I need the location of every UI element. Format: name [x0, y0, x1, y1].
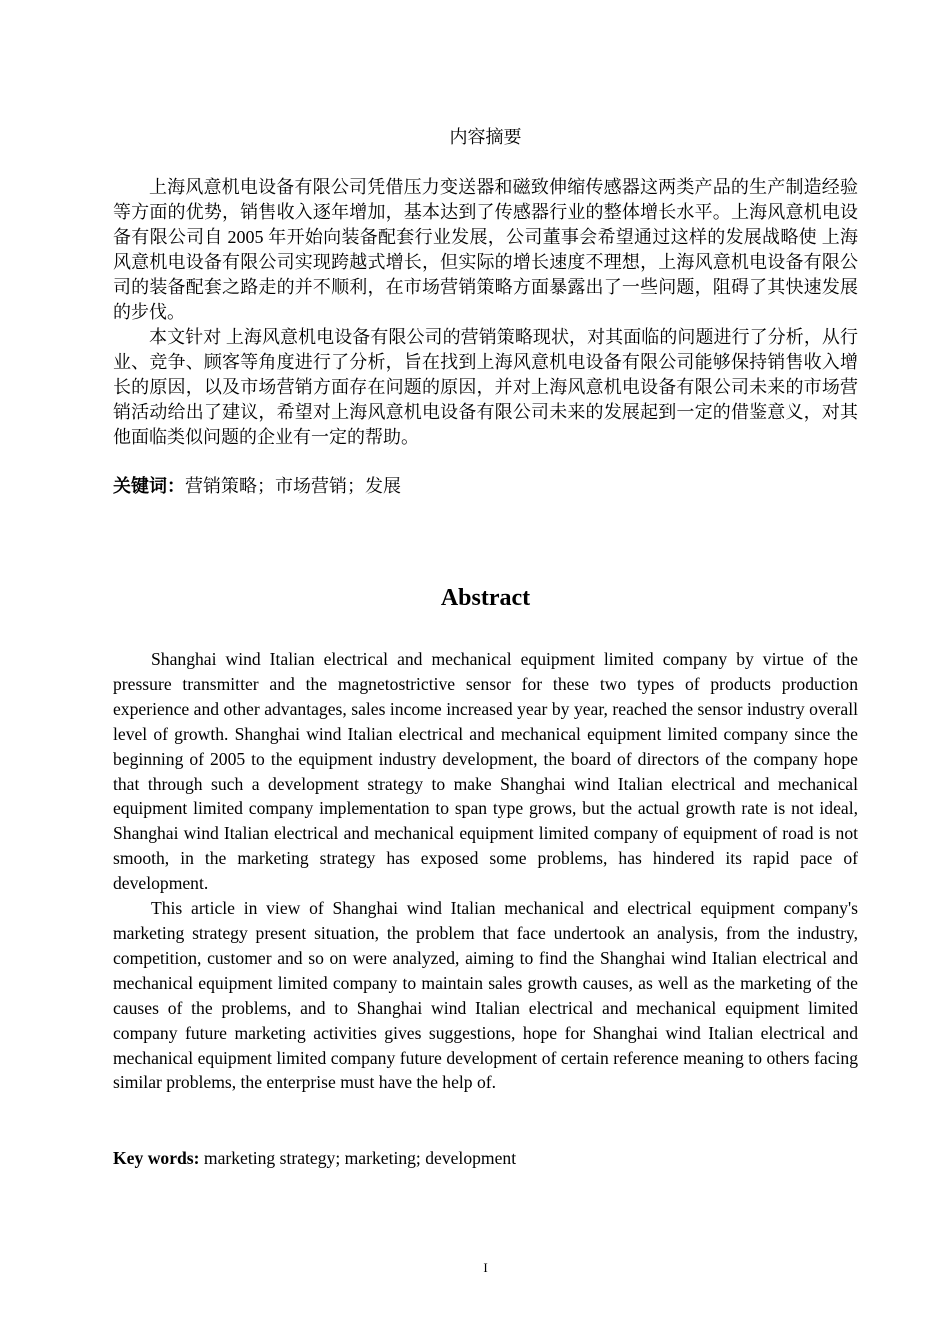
english-abstract-title: Abstract — [440, 585, 531, 611]
english-paragraph-1: Shanghai wind Italian electrical and mechanical equipment limited company by virtue of the pressure transmitter and the magnetostrictive sensor for these two types of products production experience and other advantages, sales income increased year by year, reached the sensor industry overall level of growth. Shanghai wind Italian electrical and mechanical equipment limited company since the beginning of 2005 to the equipment industry development, the board of directors of the company hope that through such a development strategy to make Shanghai wind Italian electrical and mechanical equipment limited company implementation to span type grows, but the actual growth rate is not ideal, Shanghai wind Italian electrical and mechanical equipment limited company of equipment of road is not smooth, in the marketing strategy has exposed some problems, has hindered its rapid pace of development. — [113, 649, 858, 894]
english-keywords — [113, 1146, 516, 1171]
chinese-paragraph-2: 本文针对 上海风意机电设备有限公司的营销策略现状，对其面临的问题进行了分析，从行业、竞争、顾客等角度进行了分析，旨在找到上海风意机电设备有限公司能够保持销售收入增长的原因，以及市场营销方面存在问题的原因，并对上海风意机电设备有限公司未来的市场营销活动给出了建议，希望对上海风意机电设备有限公司未来的发展起到一定的借鉴意义，对其他面临类似问题的企业有一定的帮助。 — [113, 327, 858, 447]
chinese-paragraph-1: 上海风意机电设备有限公司凭借压力变送器和磁致伸缩传感器这两类产品的生产制造经验等方面的优势，销售收入逐年增加，基本达到了传感器行业的整体增长水平。上海风意机电设备有限公司自 2005 年开始向装备配套行业发展，公司董事会希望通过这样的发展战略使 上海风意机电设备有限公司实现跨越式增长，但实际的增长速度不理想，上海风意机电设备有限公司的装备配套之路走的并不顺利，在市场营销策略方面暴露出了一些问题，阻碍了其快速发展的步伐。 — [113, 177, 858, 322]
chinese-keywords-value: 营销策略；市场营销；发展 — [185, 476, 401, 496]
english-abstract-body — [113, 647, 858, 1095]
english-keywords-label: Key words: — [113, 1148, 200, 1168]
chinese-abstract-body — [113, 175, 858, 450]
english-keywords-value: marketing strategy; marketing; development — [199, 1148, 517, 1168]
english-paragraph-2: This article in view of Shanghai wind Italian mechanical and electrical equipment company's marketing strategy present situation, the problem that face undertook an analysis, from the industry, competition, customer and so on were analyzed, aiming to find the Shanghai wind Italian electrical and mechanical equipment limited company to maintain sales growth causes, as well as the marketing of the causes of the problems, and to Shanghai wind Italian electrical and mechanical equipment limited company future marketing activities gives suggestions, hope for Shanghai wind Italian electrical and mechanical equipment limited company future development of certain reference meaning to others facing similar problems, the enterprise must have the help of. — [113, 898, 858, 1093]
chinese-keywords-label: 关键词： — [113, 476, 185, 496]
page-number: I — [483, 1260, 488, 1275]
chinese-keywords — [113, 474, 401, 499]
chinese-abstract-title: 内容摘要 — [449, 127, 522, 147]
